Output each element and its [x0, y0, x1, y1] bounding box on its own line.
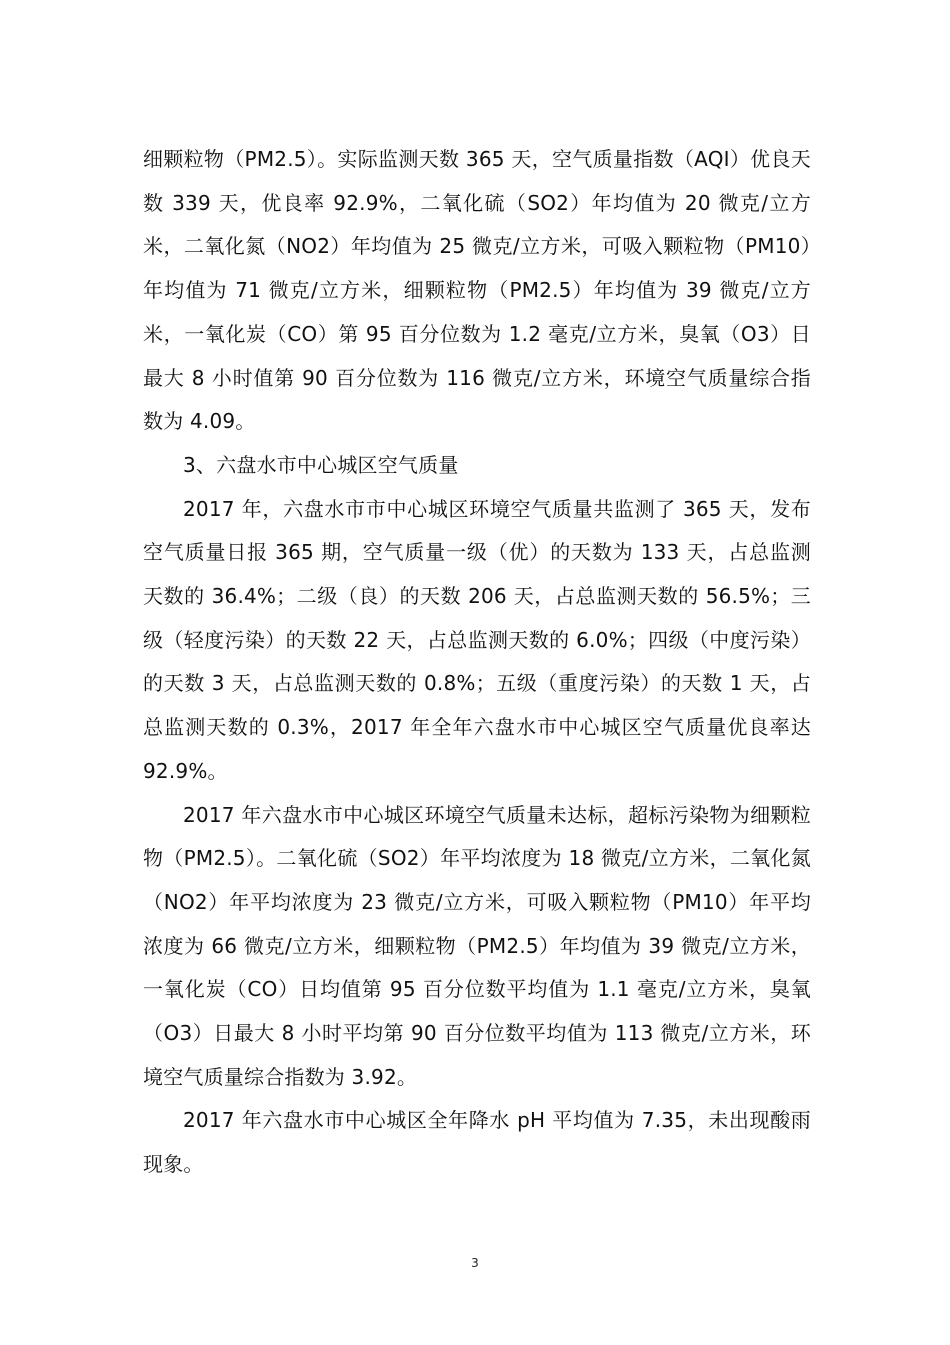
paragraph-pollutant-concentrations: 2017 年六盘水市中心城区环境空气质量未达标，超标污染物为细颗粒物（PM2.5）。二氧化硫（SO2）年平均浓度为 18 微克/立方米，二氧化氮（NO2）年平均浓度为 23 微克/立方米，可吸入颗粒物（PM10）年平均浓度为 66 微克/立方米，细颗粒物（PM2.5）年均值为 39 微克/立方米，一氧化炭（CO）日均值第 95 百分位数平均值为 1.1 毫克/立方米，臭氧（O3）日最大 8 小时平均第 90 百分位数平均值为 113 微克/立方米，环境空气质量综合指数为 3.92。: [143, 802, 811, 1089]
paragraph-aqi-summary: 细颗粒物（PM2.5）。实际监测天数 365 天，空气质量指数（AQI）优良天数 339 天，优良率 92.9%，二氧化硫（SO2）年均值为 20 微克/立方米，二氧化氮（NO2）年均值为 25 微克/立方米，可吸入颗粒物（PM10）年均值为 71 微克/立方米，细颗粒物（PM2.5）年均值为 39 微克/立方米，一氧化炭（CO）第 95 百分位数为 1.2 毫克/立方米，臭氧（O3）日最大 8 小时值第 90 百分位数为 116 微克/立方米，环境空气质量综合指数为 4.09。: [143, 147, 811, 434]
paragraph-air-quality-levels: 2017 年，六盘水市市中心城区环境空气质量共监测了 365 天，发布空气质量日报 365 期，空气质量一级（优）的天数为 133 天，占总监测天数的 36.4%；二级（良）的天数 206 天，占总监测天数的 56.5%；三级（轻度污染）的天数 22 天，占总监测天数的 6.0%；四级（中度污染）的天数 3 天，占总监测天数的 0.8%；五级（重度污染）的天数 1 天，占总监测天数的 0.3%，2017 年全年六盘水市中心城区空气质量优良率达 92.9%。: [143, 496, 811, 783]
body-text: [143, 138, 811, 1187]
section-heading-central-district: 3、六盘水市中心城区空气质量: [183, 452, 459, 477]
page-number: 3: [471, 1256, 479, 1270]
paragraph-precipitation-ph: 2017 年六盘水市中心城区全年降水 pH 平均值为 7.35，未出现酸雨现象。: [143, 1108, 811, 1177]
